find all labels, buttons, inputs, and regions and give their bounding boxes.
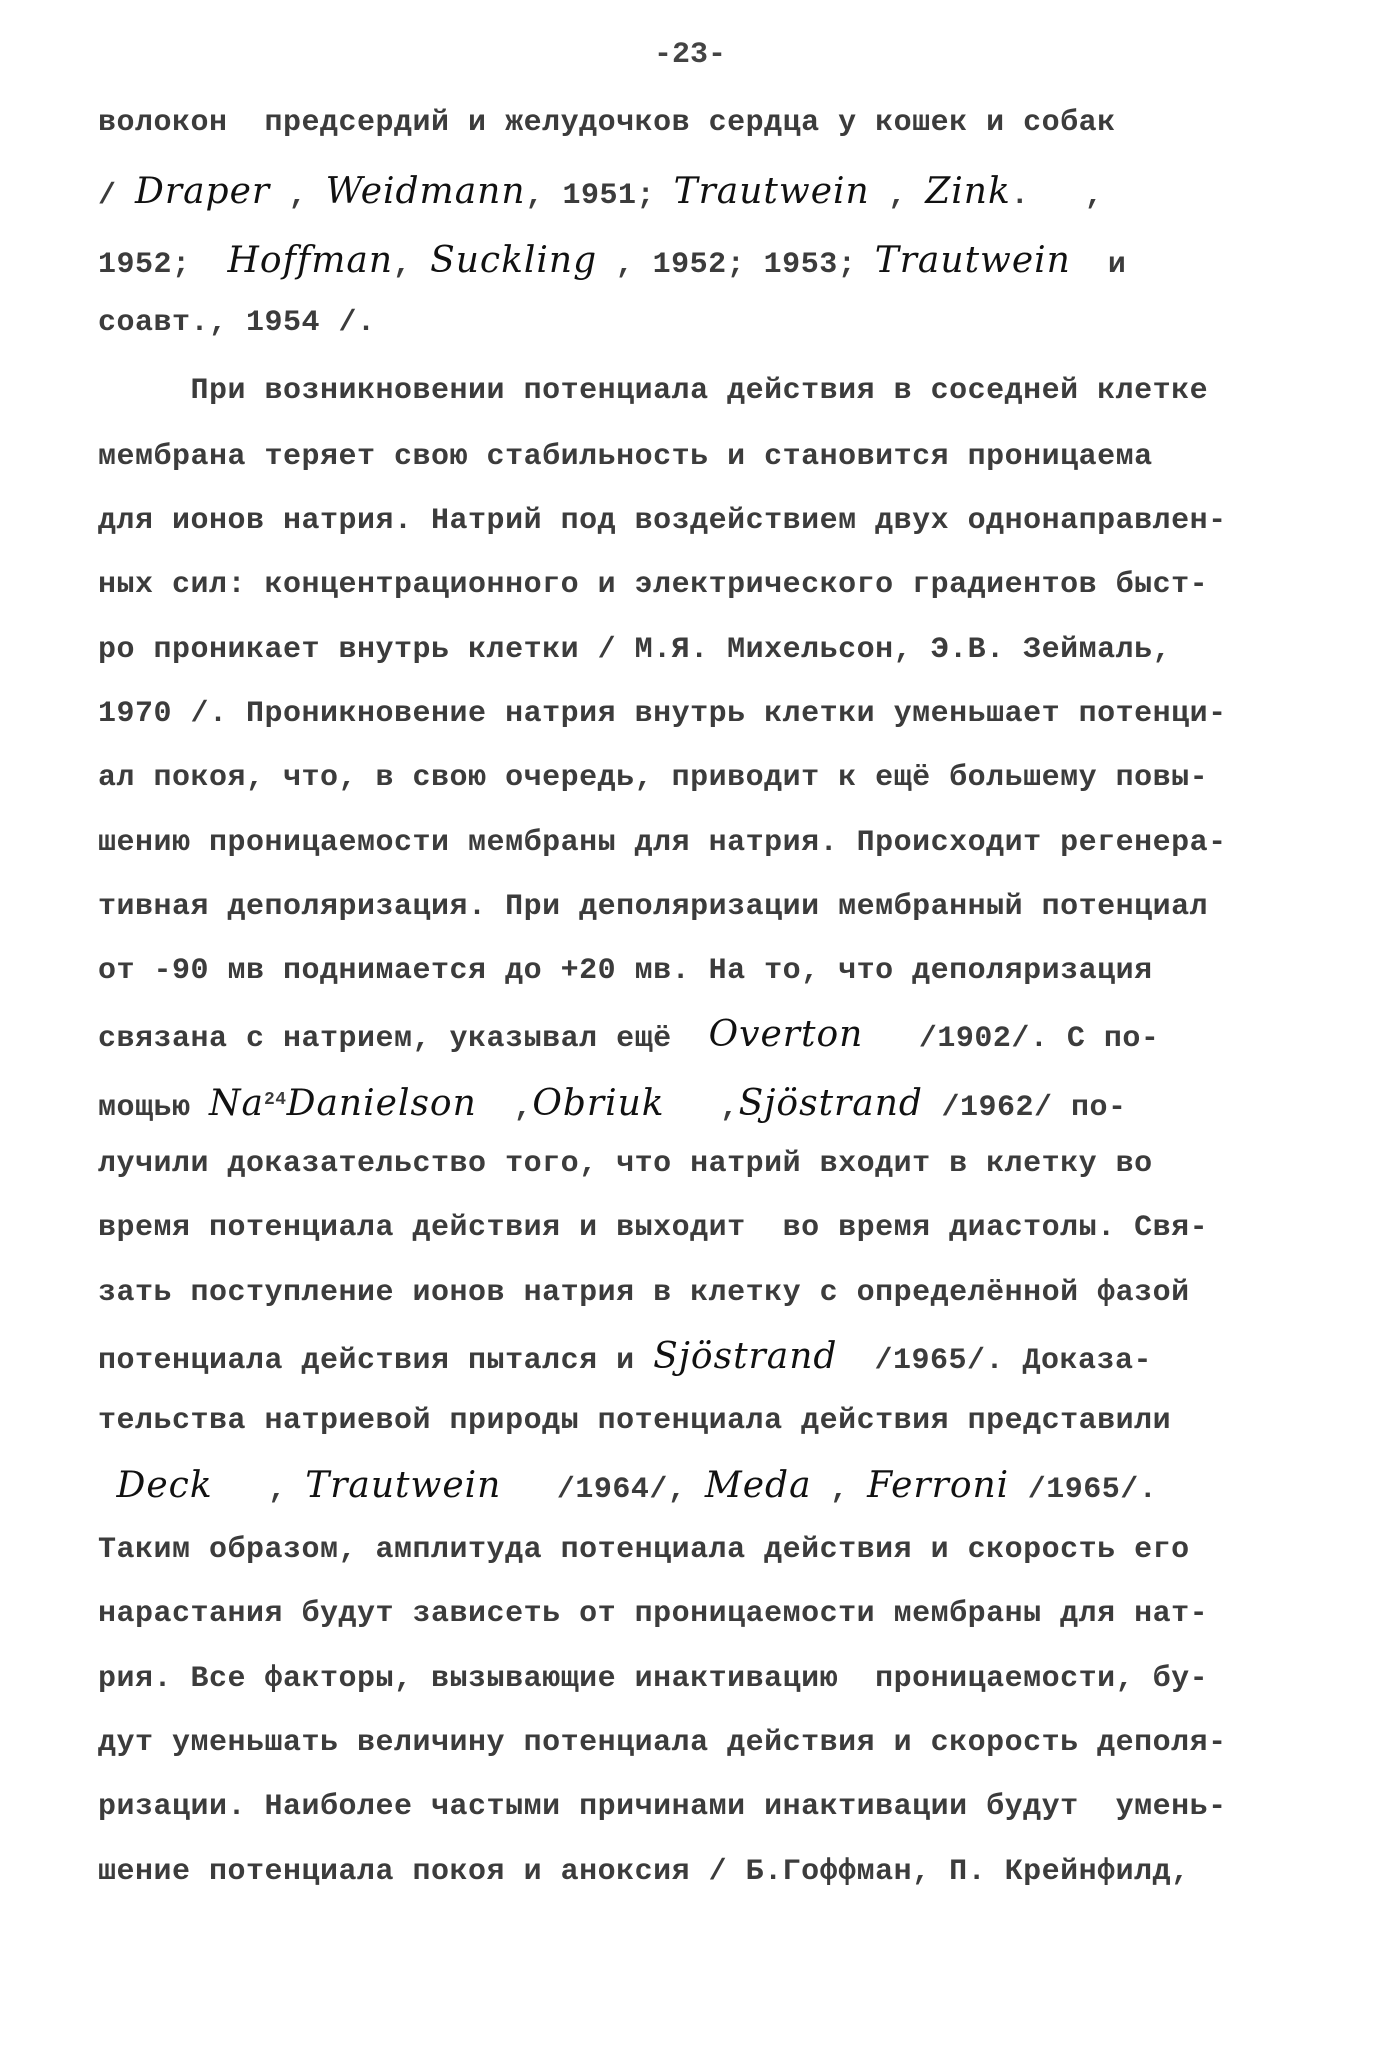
handwritten-name: Weidmann bbox=[325, 171, 526, 212]
typed-text: тивная деполяризация. При деполяризации мембранный потенциал bbox=[98, 890, 1209, 924]
typed-text: и bbox=[1070, 248, 1127, 282]
typed-text: , bbox=[664, 1091, 739, 1125]
typed-text: , 1952; 1953; bbox=[597, 248, 875, 282]
typed-text: Таким образом, амплитуда потенциала действия и скорость его bbox=[98, 1533, 1190, 1567]
typed-text: 1970 /. Проникновение натрия внутрь клетки уменьшает потенци- bbox=[98, 697, 1227, 731]
text-line bbox=[98, 1080, 1127, 1128]
typed-text: время потенциала действия и выходит во время диастолы. Свя- bbox=[98, 1211, 1209, 1245]
typed-text: зать поступление ионов натрия в клетку с определённой фазой bbox=[98, 1276, 1190, 1310]
text-line bbox=[98, 1787, 1227, 1827]
typed-text: рия. Все факторы, вызывающие инактивацию проницаемости, бу- bbox=[98, 1662, 1209, 1696]
text-line bbox=[98, 1466, 1157, 1510]
handwritten-name: Trautwein bbox=[874, 240, 1071, 281]
handwritten-name: Deck bbox=[116, 1465, 213, 1506]
handwritten-name: Hoffman bbox=[227, 240, 394, 281]
typed-text: дут уменьшать величину потенциала действия и скорость деполя- bbox=[98, 1726, 1227, 1760]
text-line bbox=[98, 103, 1116, 143]
typed-text: /1964/, bbox=[501, 1473, 705, 1507]
text-line bbox=[98, 1659, 1208, 1699]
typed-text: для ионов натрия. Натрий под воздействием двух однонаправлен- bbox=[98, 504, 1227, 538]
text-line bbox=[98, 630, 1171, 670]
handwritten-name: Draper bbox=[135, 171, 271, 212]
handwritten-name: Sjöstrand bbox=[653, 1336, 838, 1377]
typed-text: потенциала действия пытался и bbox=[98, 1344, 654, 1378]
text-line bbox=[98, 501, 1227, 541]
handwritten-name: Danielson bbox=[286, 1083, 477, 1124]
text-line bbox=[98, 1015, 1159, 1059]
handwritten-name: Suckling bbox=[430, 240, 598, 281]
typed-text bbox=[98, 1473, 117, 1507]
text-line bbox=[98, 1401, 1171, 1441]
text-line bbox=[98, 303, 376, 343]
text-line bbox=[98, 694, 1227, 734]
typed-text: , 1951; bbox=[525, 179, 674, 213]
handwritten-name: Obriuk bbox=[532, 1083, 665, 1124]
superscript: 24 bbox=[264, 1090, 287, 1110]
text-line bbox=[98, 1852, 1190, 1892]
handwritten-name: Trautwein bbox=[673, 171, 870, 212]
typed-text: мембрана теряет свою стабильность и становится проницаема bbox=[98, 440, 1153, 474]
text-line bbox=[98, 241, 1126, 285]
typed-text: волокон предсердий и желудочков сердца у кошек и собак bbox=[98, 106, 1116, 140]
handwritten-name: Na bbox=[209, 1083, 264, 1124]
typed-text: тельства натриевой природы потенциала действия представили bbox=[98, 1404, 1172, 1438]
handwritten-name: Sjöstrand bbox=[738, 1083, 923, 1124]
handwritten-name: Zink bbox=[925, 171, 1011, 212]
typed-text: / bbox=[98, 179, 136, 213]
text-line bbox=[98, 1144, 1153, 1184]
typed-text: от -90 мв поднимается до +20 мв. На то, что деполяризация bbox=[98, 954, 1153, 988]
typed-text: При возникновении потенциала действия в соседней клетке bbox=[98, 374, 1209, 408]
text-line bbox=[98, 1723, 1227, 1763]
text-line bbox=[98, 887, 1208, 927]
text-line bbox=[98, 1337, 1152, 1381]
text-line bbox=[98, 1594, 1208, 1634]
typed-text: ро проникает внутрь клетки / М.Я. Михельсон, Э.В. Зеймаль, bbox=[98, 633, 1172, 667]
text-line bbox=[98, 371, 1208, 411]
handwritten-name: Overton bbox=[708, 1014, 864, 1055]
page-number: -23- bbox=[653, 38, 726, 72]
typed-text: мощью bbox=[98, 1091, 210, 1125]
text-line bbox=[98, 758, 1208, 798]
typed-text: , bbox=[869, 179, 926, 213]
typed-text: связана с натрием, указывал ещё bbox=[98, 1022, 709, 1056]
typed-text: , bbox=[212, 1473, 306, 1507]
typed-text: 1952; bbox=[98, 248, 228, 282]
typed-text: нарастания будут зависеть от проницаемости мембраны для нат- bbox=[98, 1597, 1209, 1631]
typed-text: /1965/. Доказа- bbox=[837, 1344, 1152, 1378]
text-line bbox=[98, 1208, 1208, 1248]
typed-text: , bbox=[270, 179, 326, 213]
text-line bbox=[98, 1273, 1190, 1313]
text-line bbox=[98, 1530, 1190, 1570]
typed-text: ал покоя, что, в свою очередь, приводит к ещё большему повы- bbox=[98, 761, 1209, 795]
typed-text: /1965/. bbox=[1009, 1473, 1158, 1507]
typed-text: соавт., 1954 /. bbox=[98, 306, 376, 340]
typed-text: шению проницаемости мембраны для натрия. Происходит регенера- bbox=[98, 826, 1227, 860]
handwritten-name: Ferroni bbox=[867, 1465, 1010, 1506]
typed-text: . , bbox=[1010, 179, 1104, 213]
typed-text: шение потенциала покоя и аноксия / Б.Гоффман, П. Крейнфилд, bbox=[98, 1855, 1190, 1889]
typed-text: лучили доказательство того, что натрий входит в клетку во bbox=[98, 1147, 1153, 1181]
handwritten-name: Meda bbox=[704, 1465, 812, 1506]
text-line bbox=[98, 437, 1153, 477]
text-line bbox=[98, 172, 1103, 216]
typed-text: ных сил: концентрационного и электрического градиентов быст- bbox=[98, 568, 1209, 602]
typed-text: , bbox=[811, 1473, 868, 1507]
handwritten-name: Trautwein bbox=[305, 1465, 502, 1506]
typed-text: , bbox=[393, 248, 431, 282]
typed-text: , bbox=[476, 1091, 533, 1125]
typed-text: /1902/. С по- bbox=[863, 1022, 1160, 1056]
text-line bbox=[98, 823, 1227, 863]
typed-text: ризации. Наиболее частыми причинами инактивации будут умень- bbox=[98, 1790, 1227, 1824]
typed-text: /1962/ по- bbox=[922, 1091, 1127, 1125]
text-line bbox=[98, 951, 1153, 991]
text-line bbox=[98, 565, 1208, 605]
